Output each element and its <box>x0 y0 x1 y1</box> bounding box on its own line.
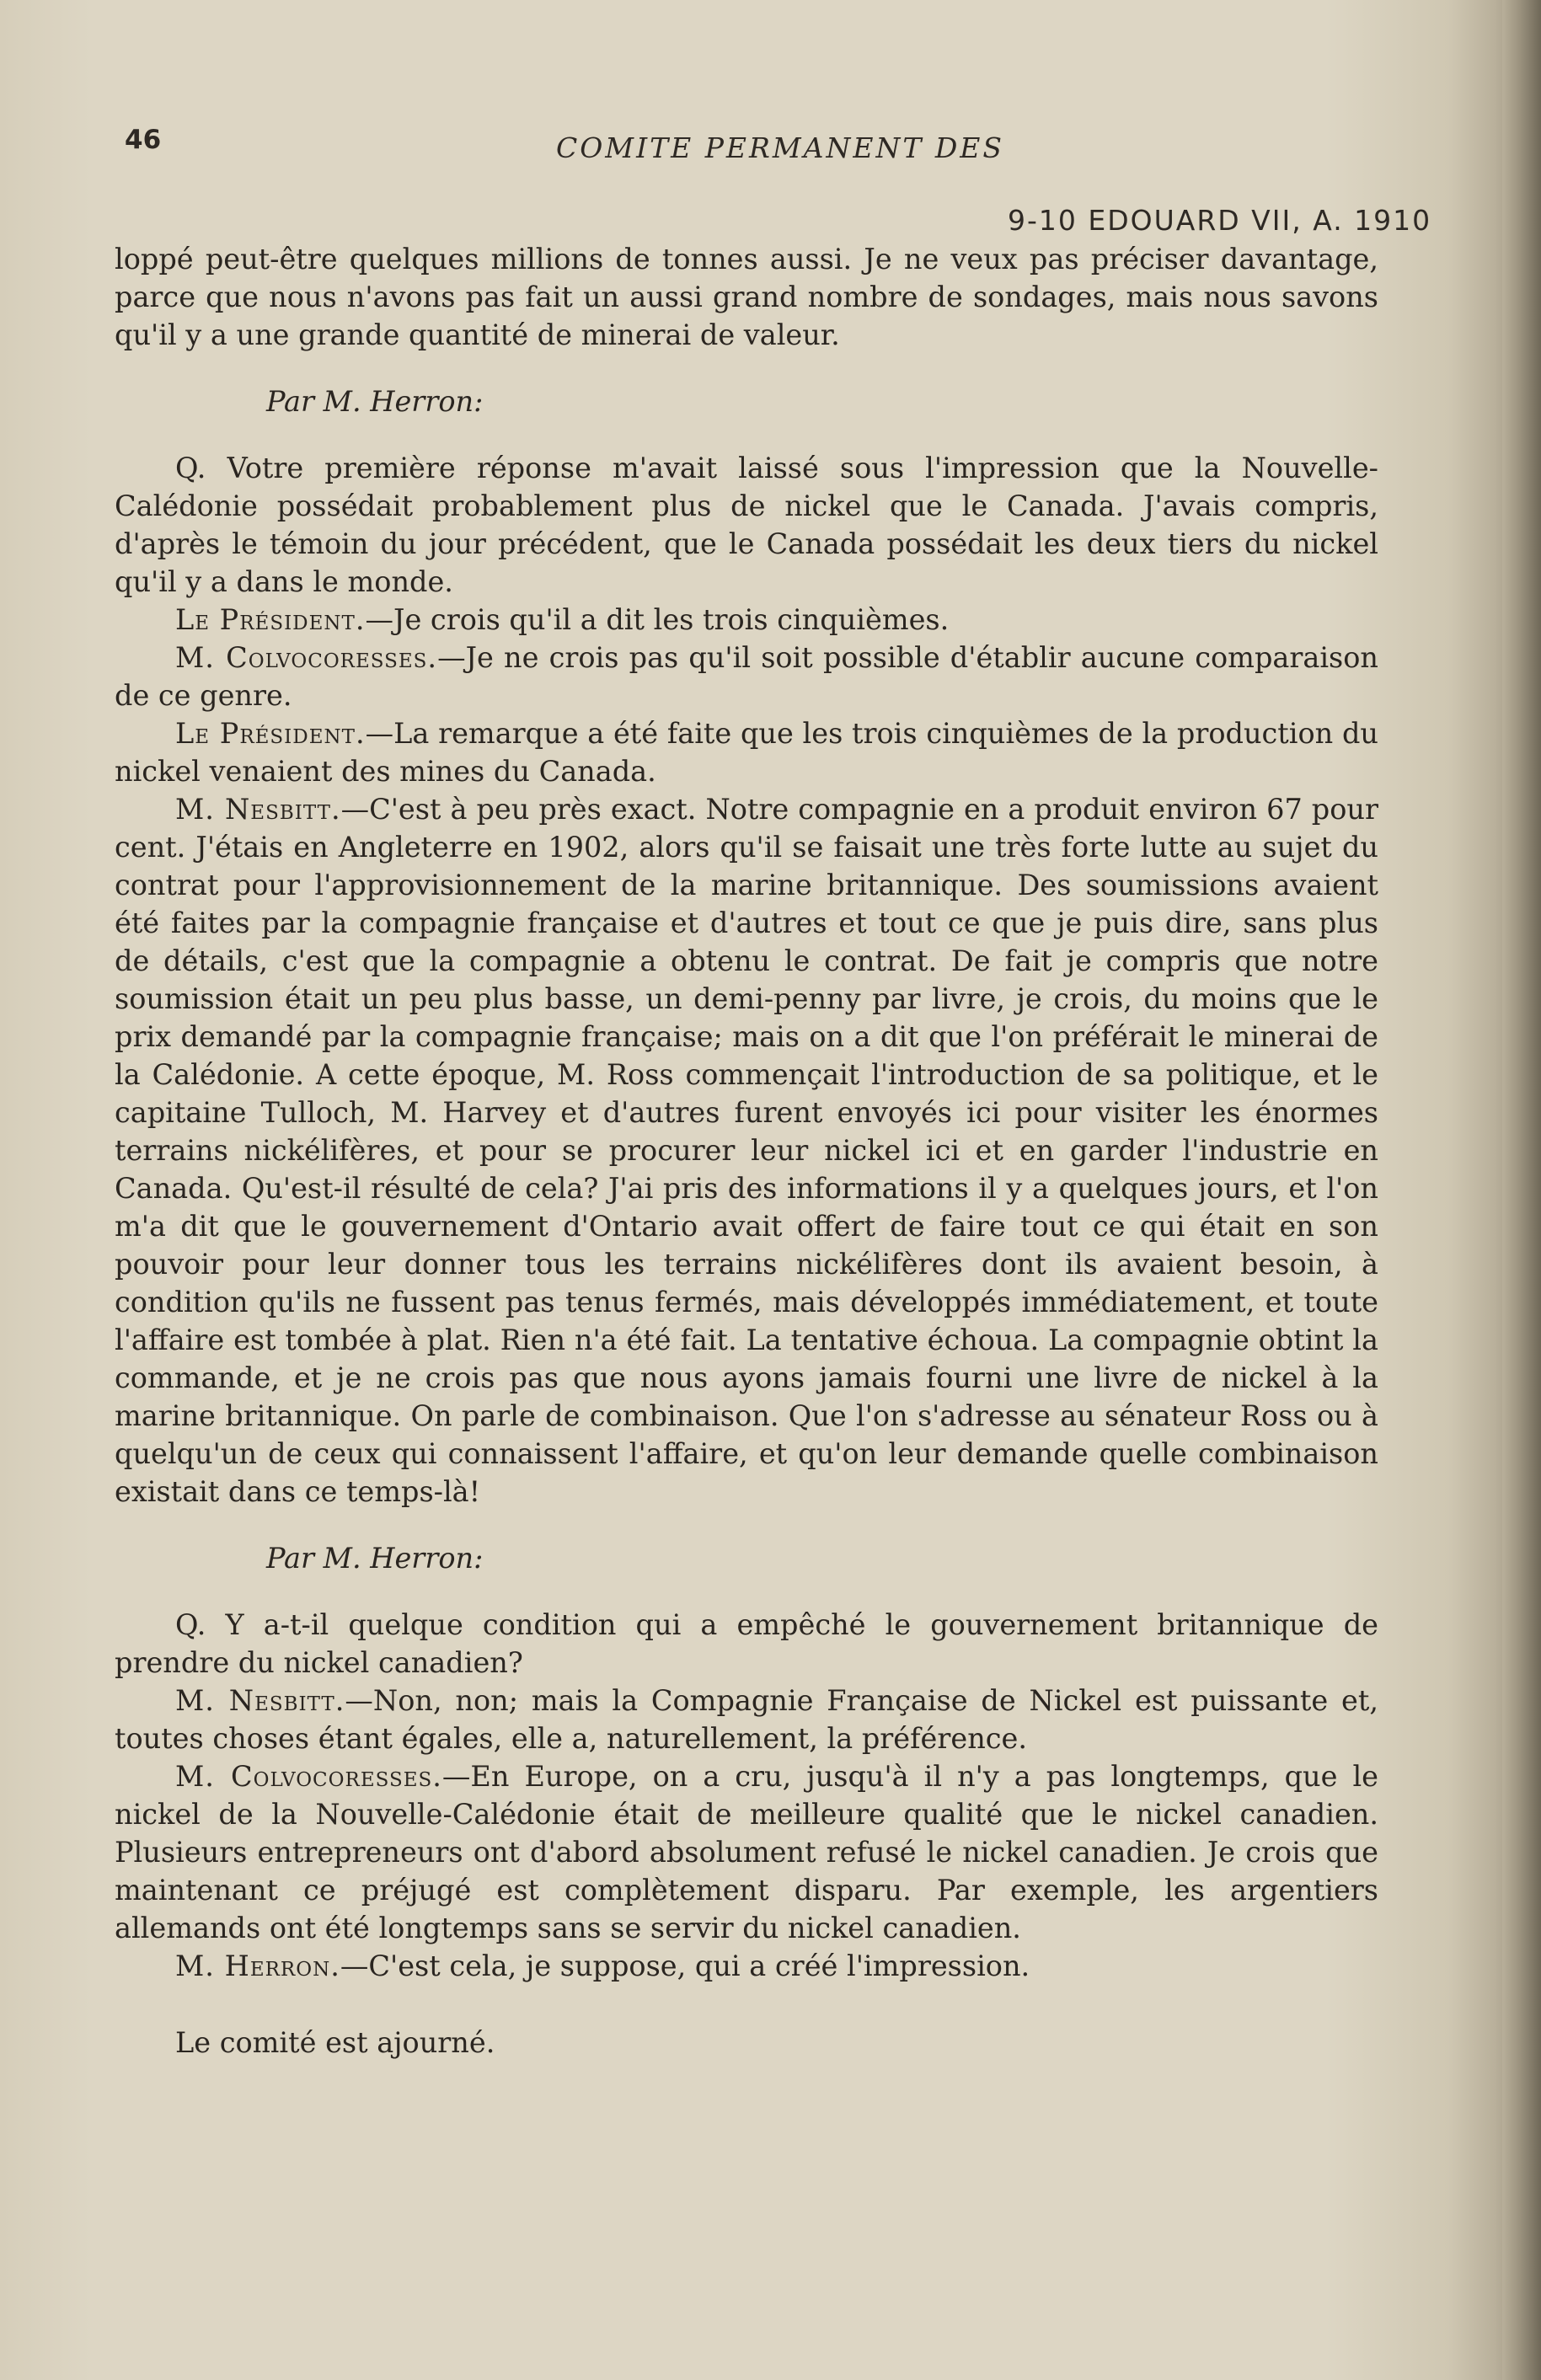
speech-text: —C'est à peu près exact. Notre compagnie en a produit environ 67 pour cent. J'étais en Angleterre en 1902, alors qu'il se faisait une très forte lutte au sujet du contrat pour l'approvisionnement de la marine britannique. Des soumissions avaient été faites par la compagnie française et d'autres et tout ce que je puis dire, sans plus de détails, c'est que la compagnie a obtenu le contrat. De fait je compris que notre soumission était un peu plus basse, un demi-penny par livre, je crois, du moins que le prix demandé par la compagnie française; mais on a dit que l'on préférait le minerai de la Calédonie. A cette époque, M. Ross commençait l'introduction de sa politique, et le capitaine Tulloch, M. Harvey et d'autres furent envoyés ici pour visiter les énormes terrains nickélifères, et pour se procurer leur nickel ici et en garder l'industrie en Canada. Qu'est-il résulté de cela? J'ai pris des informations il y a quelques jours, et l'on m'a dit que le gouvernement d'Ontario avait offert de faire tout ce qui était en son pouvoir pour leur donner tous les terrains nickélifères dont ils avaient besoin, à condition qu'ils ne fussent pas tenus fermés, mais développés immédiatement, et toute l'affaire est tombée à plat. Rien n'a été fait. La tentative échoua. La compagnie obtint la commande, et je ne crois pas que nous ayons jamais fourni une livre de nickel à la marine britannique. On parle de combinaison. Que l'on s'adresse au sénateur Ross ou à quelqu'un de ceux qui connaissent l'affaire, et qu'on leur demande quelle combinaison existait dans ce temps-là! <box>115 793 1378 1508</box>
speech-herron-1 <box>115 1947 1378 1985</box>
speech-text: —C'est cela, je suppose, qui a créé l'impression. <box>340 1949 1030 1982</box>
page-number: 46 <box>125 125 162 155</box>
speech-colvocoresses-1 <box>115 639 1378 714</box>
speech-president-2 <box>115 714 1378 790</box>
speech-president-1 <box>115 601 1378 639</box>
question-paragraph-1: Q. Votre première réponse m'avait laissé sous l'impression que la Nouvelle-Calédonie possédait probablement plus de nickel que le Canada. J'avais compris, d'après le témoin du jour précédent, que le Canada possédait les deux tiers du nickel qu'il y a dans le monde. <box>115 452 1378 598</box>
speech-text: —La remarque a été faite que les trois cinquièmes de la production du nickel venaient des mines du Canada. <box>115 717 1378 788</box>
speaker-name: M. Nesbitt. <box>175 1684 345 1717</box>
speaker-name: Le Président. <box>175 717 366 750</box>
body-text <box>115 240 1378 2062</box>
section-heading-herron-1: Par M. Herron: <box>266 385 484 418</box>
speech-text: —Non, non; mais la Compagnie Française de Nickel est puissante et, toutes choses étant égales, elle a, naturellement, la préférence. <box>115 1684 1378 1755</box>
paragraph-continuation: loppé peut-être quelques millions de tonnes aussi. Je ne veux pas préciser davantage, parce que nous n'avons pas fait un aussi grand nombre de sondages, mais nous savons qu'il y a une grande quantité de minerai de valeur. <box>115 243 1378 351</box>
speech-text: —Je crois qu'il a dit les trois cinquièmes. <box>365 603 950 636</box>
speaker-name: M. Herron. <box>175 1949 340 1982</box>
section-heading-herron-2: Par M. Herron: <box>266 1542 484 1575</box>
speaker-name: Le Président. <box>175 603 366 636</box>
speech-text: —Je ne crois pas qu'il soit possible d'établir aucune comparaison de ce genre. <box>115 641 1378 712</box>
session-reference: 9-10 EDOUARD VII, A. 1910 <box>1008 204 1432 237</box>
speaker-name: M. Colvocoresses. <box>175 1760 442 1793</box>
speech-colvocoresses-2 <box>115 1757 1378 1947</box>
speaker-name: M. Colvocoresses. <box>175 641 438 674</box>
closing-line: Le comité est ajourné. <box>175 2026 495 2059</box>
page-gutter-shadow <box>1502 0 1541 2380</box>
speech-text: —En Europe, on a cru, jusqu'à il n'y a pas longtemps, que le nickel de la Nouvelle-Calédonie était de meilleure qualité que le nickel canadien. Plusieurs entrepreneurs ont d'abord absolument refusé le nickel canadien. Je crois que maintenant ce préjugé est complètement disparu. Par exemple, les argentiers allemands ont été longtemps sans se servir du nickel canadien. <box>115 1760 1378 1944</box>
running-title: COMITE PERMANENT DES <box>556 131 1004 164</box>
speaker-name: M. Nesbitt. <box>175 793 341 826</box>
speech-nesbitt-2 <box>115 1682 1378 1757</box>
question-paragraph-2: Q. Y a-t-il quelque condition qui a empêché le gouvernement britannique de prendre du nickel canadien? <box>115 1608 1378 1679</box>
speech-nesbitt-1 <box>115 790 1378 1511</box>
